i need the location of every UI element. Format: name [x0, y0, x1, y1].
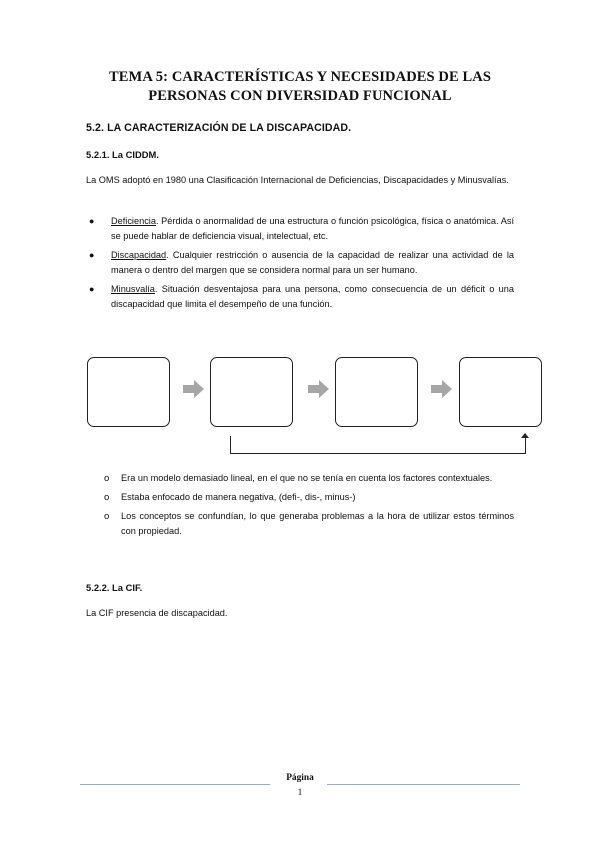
title-line-1: TEMA 5: CARACTERÍSTICAS Y NECESIDADES DE LAS: [108, 69, 491, 85]
definition-text: . Situación desventajosa para una persona, como consecuencia de un déficit o una discapacidad que limita el desempeño de una función.: [111, 284, 514, 309]
diagram-box-3: [335, 357, 418, 427]
circle-bullet-icon: o: [104, 492, 110, 503]
circle-bullet-icon: o: [104, 511, 110, 522]
critique-text: Los conceptos se confundían, lo que generaba problemas a la hora de utilizar estos términos con propiedad.: [121, 511, 514, 536]
diagram-box-2: [210, 357, 293, 427]
definition-term: Deficiencia: [111, 216, 156, 226]
definition-item: [86, 248, 514, 278]
definition-term: Discapacidad: [111, 250, 167, 260]
subsection-heading-ciddm: 5.2.1. La CIDDM.: [86, 149, 159, 160]
critique-item: [104, 509, 514, 539]
definition-item: [86, 282, 514, 312]
page-label: Página: [286, 773, 314, 783]
subsection-heading-cif: 5.2.2. La CIF.: [86, 582, 143, 593]
diagram-box-4: [459, 357, 542, 427]
right-arrow-icon: [431, 380, 453, 398]
right-arrow-icon: [183, 380, 205, 398]
title-line-2: PERSONAS CON DIVERSIDAD FUNCIONAL: [148, 88, 452, 104]
critiques-list: [104, 471, 514, 543]
critique-item: [104, 490, 514, 505]
definition-text: . Cualquier restricción o ausencia de la capacidad de realizar una actividad de la manera o dentro del margen que se considera normal para un ser humano.: [111, 250, 514, 275]
bullet-icon: ●: [89, 284, 95, 294]
circle-bullet-icon: o: [104, 473, 110, 484]
bullet-icon: ●: [89, 216, 95, 226]
critique-text: Era un modelo demasiado lineal, en el que no se tenía en cuenta los factores contextuales.: [121, 473, 493, 483]
bullet-icon: ●: [89, 250, 95, 260]
critique-item: [104, 471, 514, 486]
right-arrow-icon: [308, 380, 330, 398]
critique-text: Estaba enfocado de manera negativa, (defi-, dis-, minus-): [121, 492, 356, 502]
page-number: 1: [297, 788, 303, 798]
footer-rule-right: [327, 784, 520, 785]
definition-item: [86, 214, 514, 244]
document-title: [60, 68, 540, 106]
section-heading: 5.2. LA CARACTERIZACIÓN DE LA DISCAPACIDAD.: [86, 122, 352, 134]
definition-term: Minusvalía: [111, 284, 155, 294]
footer-rule-left: [80, 784, 270, 785]
feedback-connector: [230, 436, 526, 454]
diagram-box-1: [87, 357, 170, 427]
definitions-list: [86, 214, 514, 316]
definition-text: . Pérdida o anormalidad de una estructura o función psicológica, física o anatómica. Así se puede hablar de deficiencia visual, intelectual, etc.: [111, 216, 514, 241]
intro-paragraph: La OMS adoptó en 1980 una Clasificación Internacional de Deficiencias, Discapacidades y Minusvalías.: [86, 175, 509, 185]
up-arrow-icon: [521, 433, 529, 438]
cif-paragraph: La CIF presencia de discapacidad.: [86, 608, 228, 618]
